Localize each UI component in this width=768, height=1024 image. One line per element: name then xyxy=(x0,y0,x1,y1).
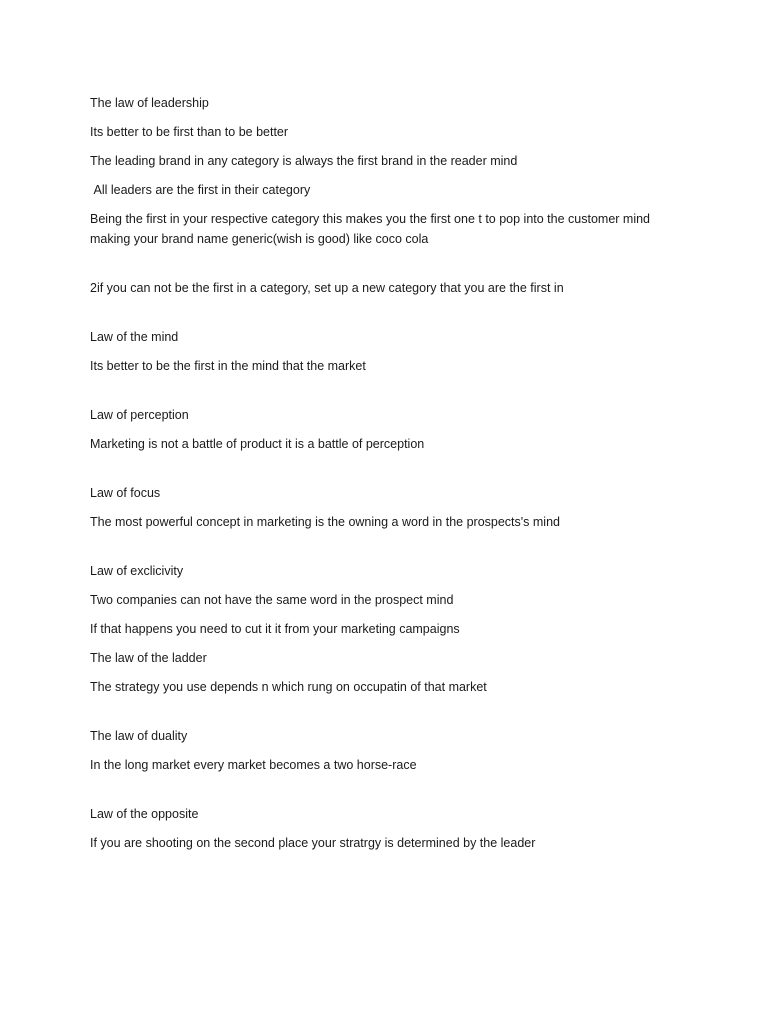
paragraph: All leaders are the first in their category xyxy=(90,183,311,197)
paragraph: Law of exclicivity xyxy=(90,564,184,578)
paragraph: Its better to be the first in the mind that the market xyxy=(90,359,366,373)
paragraph: Law of the opposite xyxy=(90,807,199,821)
paragraph: Law of focus xyxy=(90,486,161,500)
paragraph: Law of perception xyxy=(90,408,189,422)
paragraph: Marketing is not a battle of product it is a battle of perception xyxy=(90,437,425,451)
paragraph: The law of leadership xyxy=(90,96,209,110)
paragraph: The leading brand in any category is always the first brand in the reader mind xyxy=(90,154,518,168)
document-body xyxy=(90,93,680,862)
paragraph: The most powerful concept in marketing is the owning a word in the prospects's mind xyxy=(90,515,560,529)
paragraph: If you are shooting on the second place your stratrgy is determined by the leader xyxy=(90,836,536,850)
paragraph: If that happens you need to cut it it from your marketing campaigns xyxy=(90,622,460,636)
paragraph: Being the first in your respective category this makes you the first one t to pop into the customer mind making your brand name generic(wish is good) like coco cola xyxy=(90,212,654,246)
paragraph: The strategy you use depends n which rung on occupatin of that market xyxy=(90,680,487,694)
paragraph: In the long market every market becomes a two horse-race xyxy=(90,758,417,772)
paragraph: Two companies can not have the same word in the prospect mind xyxy=(90,593,454,607)
paragraph: Its better to be first than to be better xyxy=(90,125,289,139)
paragraph: 2if you can not be the first in a category, set up a new category that you are the first in xyxy=(90,281,564,295)
paragraph: Law of the mind xyxy=(90,330,179,344)
paragraph: The law of the ladder xyxy=(90,651,207,665)
paragraph: The law of duality xyxy=(90,729,188,743)
